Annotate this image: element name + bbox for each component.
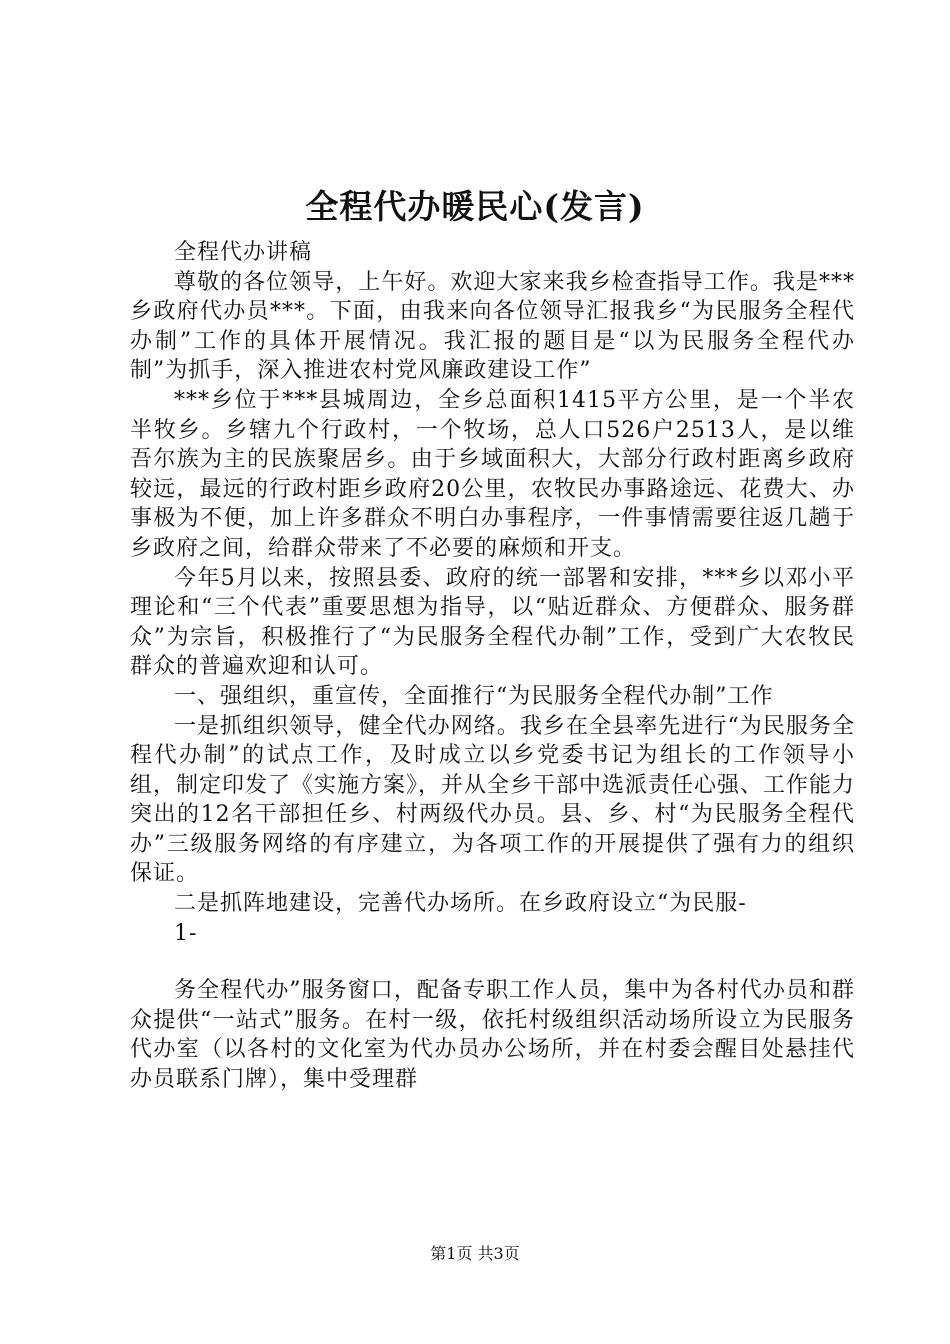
document-title: 全程代办暖民心(发言) <box>305 187 645 226</box>
paragraph: 二是抓阵地建设，完善代办场所。在乡政府设立“为民服- <box>174 891 747 917</box>
paragraph: 今年5月以来，按照县委、政府的统一部署和安排，***乡以邓小平理论和“三个代表”重要思想为指导，以“贴近群众、方便群众、服务群众”为宗旨，积极推行了“为民服务全程代办制”工作，受到广大农牧民群众的普遍欢迎和认可。 <box>130 565 855 680</box>
page-marker: 1- <box>174 920 198 946</box>
document-body <box>130 238 855 1095</box>
page-footer: 第1页 共3页 <box>430 1244 520 1263</box>
paragraph: ***乡位于***县城周边，全乡总面积1415平方公里，是一个半农半牧乡。乡辖九个行政村，一个牧场，总人口526户2513人，是以维吾尔族为主的民族聚居乡。由于乡域面积大，大部分行政村距离乡政府较远，最远的行政村距乡政府20公里，农牧民办事路途远、花费大、办事极为不便，加上许多群众不明白办事程序，一件事情需要往返几趟于乡政府之间，给群众带来了不必要的麻烦和开支。 <box>130 387 855 561</box>
paragraph: 尊敬的各位领导，上午好。欢迎大家来我乡检查指导工作。我是***乡政府代办员***。下面，由我来向各位领导汇报我乡“为民服务全程代办制”工作的具体开展情况。我汇报的题目是“以为民服务全程代办制”为抓手，深入推进农村党风廉政建设工作” <box>130 269 855 384</box>
paragraph: 全程代办讲稿 <box>174 240 313 265</box>
paragraph: 一是抓组织领导，健全代办网络。我乡在全县率先进行“为民服务全程代办制”的试点工作，及时成立以乡党委书记为组长的工作领导小组，制定印发了《实施方案》，并从全乡干部中选派责任心强、工作能力突出的12名干部担任乡、村两级代办员。县、乡、村“为民服务全程代办”三级服务网络的有序建立，为各项工作的开展提供了强有力的组织保证。 <box>130 713 856 887</box>
section-heading: 一、强组织，重宣传，全面推行“为民服务全程代办制”工作 <box>174 683 774 709</box>
paragraph: 务全程代办”服务窗口，配备专职工作人员，集中为各村代办员和群众提供“一站式”服务。在村一级，依托村级组织活动场所设立为民服务代办室（以各村的文化室为代办员办公场所，并在村委会醒目处悬挂代办员联系门牌），集中受理群 <box>130 978 855 1093</box>
